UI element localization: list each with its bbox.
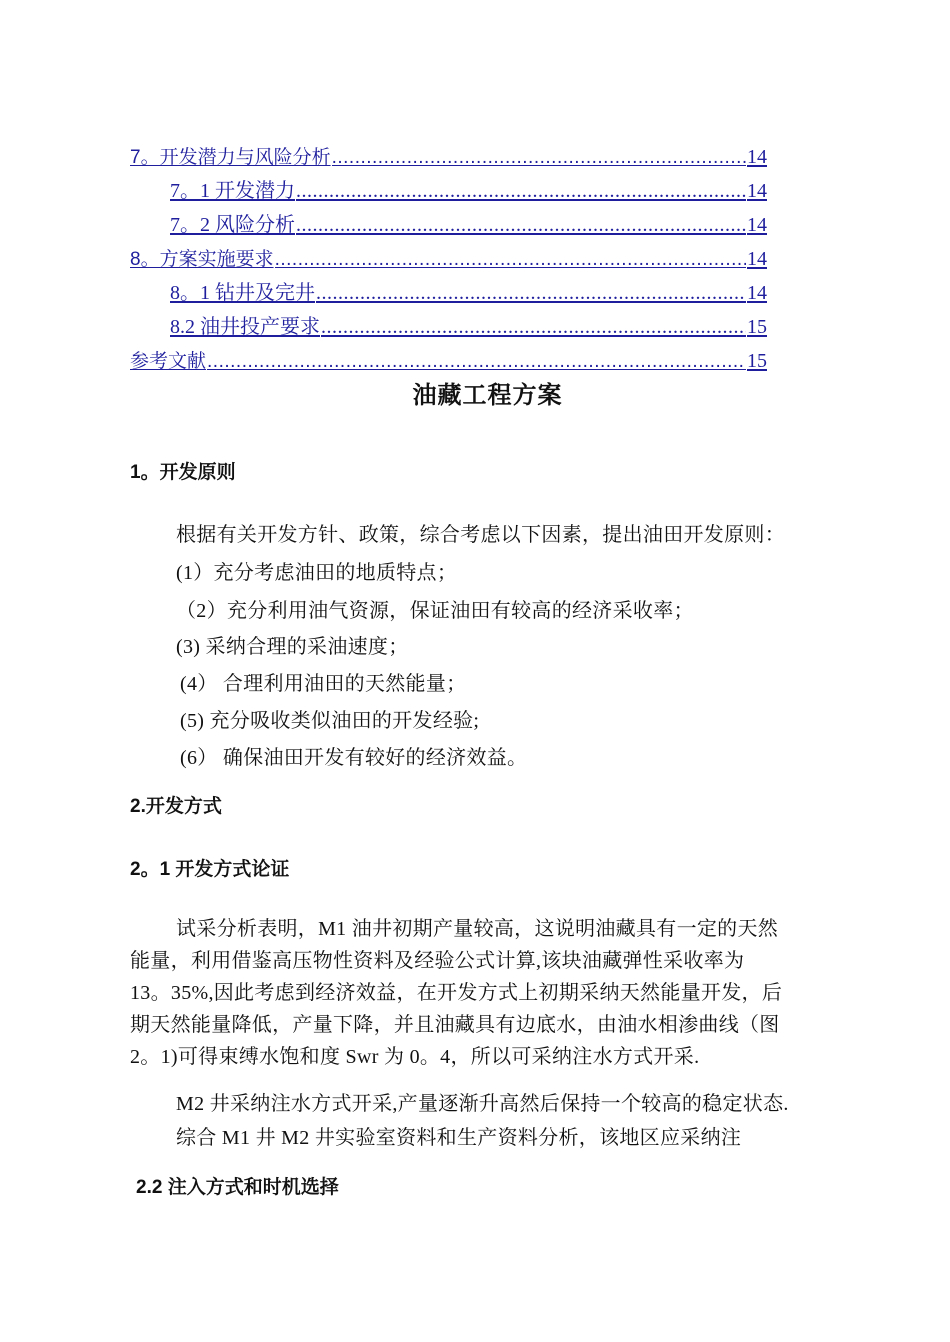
toc-entry-label: 7。开发潜力与风险分析 bbox=[130, 147, 331, 168]
paragraph-line: 期天然能量降低，产量下降，并且油藏具有边底水，由油水相渗曲线（图 bbox=[130, 1014, 780, 1036]
toc-entry-7-1[interactable] bbox=[130, 174, 767, 208]
toc-entry-8[interactable] bbox=[130, 242, 767, 276]
toc-page-number: 14 bbox=[747, 214, 767, 236]
section-2-2-heading: 2.2 注入方式和时机选择 bbox=[136, 1177, 339, 1198]
section-2-1-paragraph-2: M2 井采纳注水方式开采,产量逐渐升高然后保持一个较高的稳定状态. bbox=[176, 1093, 789, 1115]
section-2-1-heading: 2。1 开发方式论证 bbox=[130, 859, 290, 880]
toc-dot-leader bbox=[316, 276, 746, 310]
document-title: 油藏工程方案 bbox=[412, 382, 563, 409]
section-2-1-paragraph bbox=[130, 913, 850, 1073]
principle-item-6: (6） 确保油田开发有较好的经济效益。 bbox=[180, 747, 528, 769]
section-2-1-paragraph-3: 综合 M1 井 M2 井实验室资料和生产资料分析，该地区应采纳注 bbox=[176, 1127, 742, 1149]
paragraph-line: 2。1)可得束缚水饱和度 Swr 为 0。4，所以可采纳注水方式开采. bbox=[130, 1046, 700, 1068]
table-of-contents bbox=[130, 140, 767, 378]
paragraph-line: 试采分析表明，M1 油井初期产量较高，这说明油藏具有一定的天然 bbox=[176, 918, 779, 940]
toc-dot-leader bbox=[321, 310, 746, 344]
toc-entry-7[interactable] bbox=[130, 140, 767, 174]
principle-item-2: （2）充分利用油气资源，保证油田有较高的经济采收率； bbox=[176, 600, 694, 622]
toc-dot-leader bbox=[332, 141, 746, 175]
toc-entry-7-2[interactable] bbox=[130, 208, 767, 242]
toc-dot-leader bbox=[275, 243, 746, 277]
toc-entry-references[interactable] bbox=[130, 344, 767, 378]
toc-dot-leader bbox=[296, 208, 746, 242]
toc-entry-8-1[interactable] bbox=[130, 276, 767, 310]
toc-dot-leader bbox=[207, 345, 746, 379]
section-2-heading: 2.开发方式 bbox=[130, 796, 222, 817]
toc-dot-leader bbox=[296, 174, 746, 208]
principle-item-3: (3) 采纳合理的采油速度； bbox=[176, 636, 409, 658]
toc-page-number: 14 bbox=[747, 248, 767, 270]
principle-item-4: (4） 合理利用油田的天然能量； bbox=[180, 673, 467, 695]
paragraph-line: 能量，利用借鉴高压物性资料及经验公式计算,该块油藏弹性采收率为 bbox=[130, 950, 745, 972]
toc-entry-label: 7。2 风险分析 bbox=[170, 214, 295, 236]
toc-entry-label: 参考文献 bbox=[130, 351, 207, 372]
principle-item-5: (5) 充分吸收类似油田的开发经验; bbox=[180, 710, 480, 732]
toc-entry-label: 8。1 钻井及完井 bbox=[170, 282, 315, 304]
toc-entry-label: 7。1 开发潜力 bbox=[170, 180, 295, 202]
toc-page-number: 14 bbox=[747, 146, 767, 168]
paragraph-line: 13。35%,因此考虑到经济效益，在开发方式上初期采纳天然能量开发，后 bbox=[130, 982, 783, 1004]
toc-entry-8-2[interactable] bbox=[130, 310, 767, 344]
principle-item-1: (1）充分考虑油田的地质特点； bbox=[176, 562, 458, 584]
toc-page-number: 14 bbox=[747, 282, 767, 304]
toc-entry-label: 8.2 油井投产要求 bbox=[170, 316, 320, 338]
section-1-intro: 根据有关开发方针、政策，综合考虑以下因素，提出油田开发原则： bbox=[176, 524, 785, 546]
toc-page-number: 15 bbox=[747, 316, 767, 338]
section-1-heading: 1。开发原则 bbox=[130, 462, 236, 483]
toc-page-number: 15 bbox=[747, 350, 767, 372]
toc-entry-label: 8。方案实施要求 bbox=[130, 249, 274, 270]
toc-page-number: 14 bbox=[747, 180, 767, 202]
